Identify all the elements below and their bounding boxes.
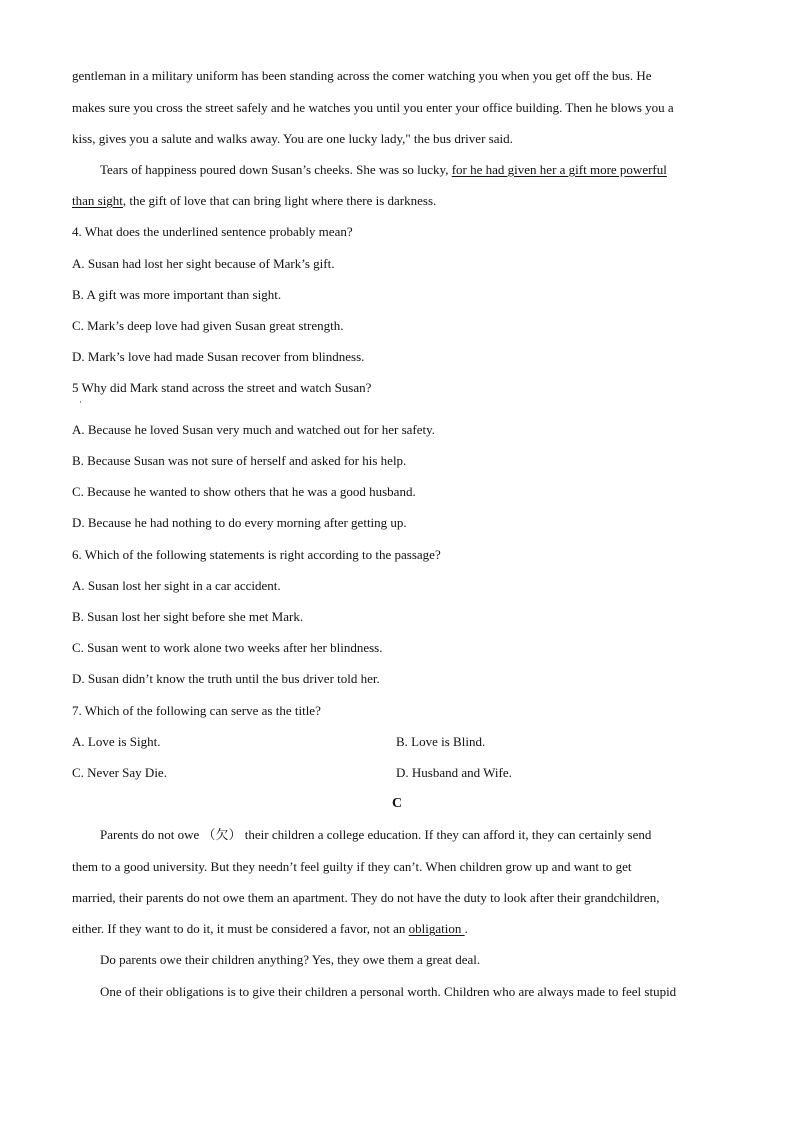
question-7-option-c: C. Never Say Die. (72, 765, 167, 780)
passage-b-text: Tears of happiness poured down Susan’s cheeks. She was so lucky, (100, 162, 452, 177)
question-6-option-a: A. Susan lost her sight in a car accident. (72, 578, 281, 593)
passage-b-line: kiss, gives you a salute and walks away. You are one lucky lady," the bus driver said. (72, 131, 513, 146)
question-5-option-d: D. Because he had nothing to do every morning after getting up. (72, 515, 407, 530)
underlined-sentence-end: than sight (72, 193, 123, 208)
section-c-text: either. If they want to do it, it must be considered a favor, not an (72, 921, 409, 936)
question-4-option-d: D. Mark’s love had made Susan recover from blindness. (72, 349, 365, 364)
question-7-option-d: D. Husband and Wife. (396, 765, 512, 780)
underlined-sentence: for he had given her a gift more powerful (451, 162, 667, 177)
question-4-option-b: B. A gift was more important than sight. (72, 287, 282, 302)
question-4-option-c: C. Mark’s deep love had given Susan great strength. (72, 318, 344, 333)
section-c-line: Parents do not owe （欠） their children a college education. If they can afford it, they can certainly send (100, 827, 652, 842)
question-4-stem: 4. What does the underlined sentence probably mean? (72, 224, 353, 239)
section-c-line (72, 921, 468, 937)
question-7-stem: 7. Which of the following can serve as the title? (72, 703, 321, 718)
question-5-stem: 5 Why did Mark stand across the street and watch Susan? (72, 380, 372, 395)
passage-b-text: , the gift of love that can bring light where there is darkness. (122, 193, 437, 208)
section-c-heading: C (391, 796, 403, 811)
section-c-paragraph-2: Do parents owe their children anything? Yes, they owe them a great deal. (100, 952, 481, 967)
section-c-line: them to a good university. But they needn’t feel guilty if they can’t. When children grow up and want to get (72, 859, 632, 874)
section-c-paragraph-3: One of their obligations is to give their children a personal worth. Children who are always made to feel stupid (100, 984, 677, 999)
question-5-option-b: B. Because Susan was not sure of herself and asked for his help. (72, 453, 407, 468)
question-5-mark: · (79, 397, 82, 407)
section-c-text: . (464, 921, 468, 936)
passage-b-line (72, 193, 436, 209)
question-6-option-d: D. Susan didn’t know the truth until the bus driver told her. (72, 671, 380, 686)
question-5-option-c: C. Because he wanted to show others that he was a good husband. (72, 484, 416, 499)
question-7-option-b: B. Love is Blind. (396, 734, 486, 749)
question-6-stem: 6. Which of the following statements is right according to the passage? (72, 547, 441, 562)
passage-b-paragraph-2 (100, 162, 667, 178)
question-7-option-a: A. Love is Sight. (72, 734, 161, 749)
question-6-option-b: B. Susan lost her sight before she met Mark. (72, 609, 304, 624)
question-6-option-c: C. Susan went to work alone two weeks after her blindness. (72, 640, 383, 655)
passage-b-line: makes sure you cross the street safely and he watches you until you enter your office building. Then he blows you a (72, 100, 674, 115)
passage-b-line: gentleman in a military uniform has been standing across the comer watching you when you get off the bus. He (72, 68, 652, 83)
question-5-option-a: A. Because he loved Susan very much and watched out for her safety. (72, 422, 436, 437)
question-4-option-a: A. Susan had lost her sight because of Mark’s gift. (72, 256, 335, 271)
underlined-word-obligation: obligation (408, 921, 465, 936)
section-c-line: married, their parents do not owe them an apartment. They do not have the duty to look after their grandchildren, (72, 890, 660, 905)
